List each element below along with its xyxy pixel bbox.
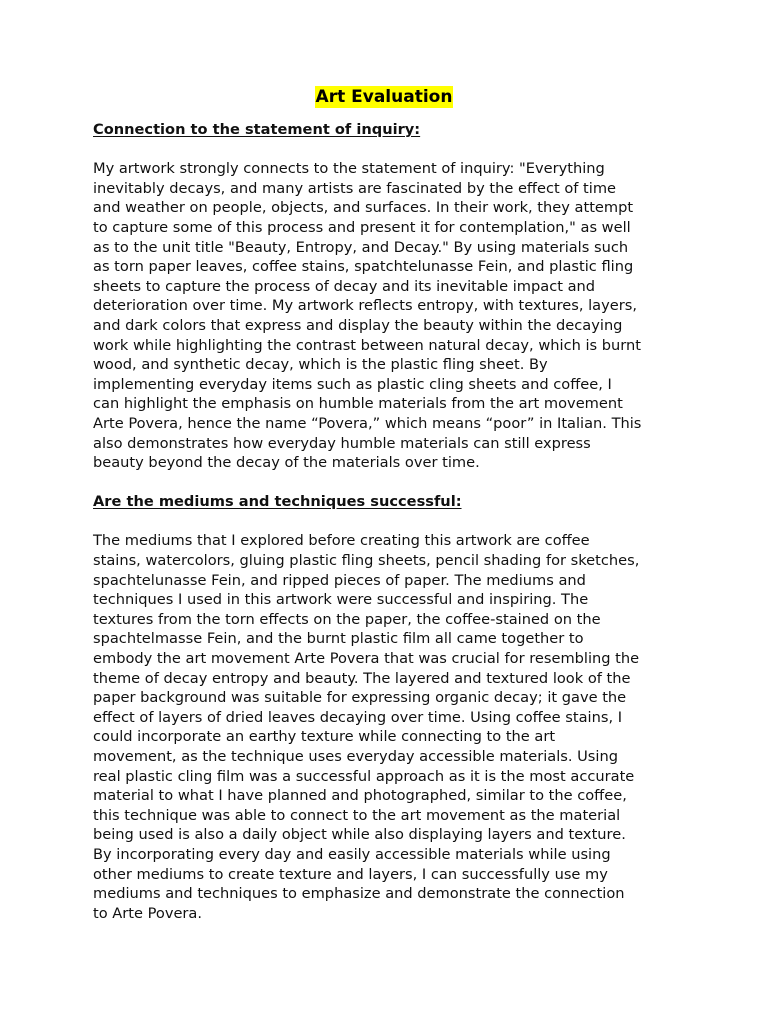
text-line: The mediums that I explored before creating this artwork are coffee — [93, 532, 590, 550]
text-line: movement, as the technique uses everyday accessible materials. Using — [93, 748, 618, 765]
text-line: sheets to capture the process of decay and its inevitable impact and — [93, 277, 596, 295]
text-line: mediums and techniques to emphasize and demonstrate the connection — [93, 885, 625, 903]
text-line: as to the unit title "Beauty, Entropy, and Decay." By using materials such — [93, 238, 629, 256]
text-line: beauty beyond the decay of the materials over time. — [93, 454, 480, 472]
text-line: also demonstrates how everyday humble materials can still express — [93, 434, 591, 452]
text-line: spachtelmasse Fein, and the burnt plastic film all came together to — [93, 630, 584, 648]
document-page — [93, 86, 683, 923]
text-line: spachtelunasse Fein, and ripped pieces of paper. The mediums and — [93, 571, 586, 589]
section-heading: Are the mediums and techniques successful: — [93, 493, 462, 511]
section-mediums — [93, 492, 683, 923]
text-line: effect of layers of dried leaves decaying over time. Using coffee stains, I — [93, 708, 623, 726]
text-line: work while highlighting the contrast between natural decay, which is burnt — [93, 336, 641, 354]
text-line: can highlight the emphasis on humble materials from the art movement — [93, 395, 623, 413]
text-line: Arte Povera, hence the name “Povera,” which means “poor” in Italian. This — [93, 414, 642, 432]
section-paragraph — [93, 531, 683, 923]
text-line: being used is also a daily object while also displaying layers and texture. — [93, 826, 626, 844]
text-line: My artwork strongly connects to the statement of inquiry: "Everything — [93, 160, 605, 178]
text-line: and weather on people, objects, and surfaces. In their work, they attempt — [93, 199, 634, 217]
text-line: this technique was able to connect to the art movement as the material — [93, 806, 621, 824]
document-title: Art Evaluation — [315, 87, 453, 107]
text-line: other mediums to create texture and layers, I can successfully use my — [93, 865, 608, 883]
text-line: real plastic cling film was a successful approach as it is the most accurate — [93, 767, 635, 785]
text-line: could incorporate an earthy texture while connecting to the art — [93, 728, 556, 746]
text-line: inevitably decays, and many artists are fascinated by the effect of time — [93, 179, 617, 197]
section-heading: Connection to the statement of inquiry: — [93, 121, 421, 138]
text-line: techniques I used in this artwork were successful and inspiring. The — [93, 591, 589, 609]
text-line: paper background was suitable for expressing organic decay; it gave the — [93, 689, 627, 707]
spacer — [93, 140, 683, 160]
text-line: material to what I have planned and photographed, similar to the coffee, — [93, 787, 627, 805]
text-line: By incorporating every day and easily accessible materials while using — [93, 845, 611, 863]
text-line: and dark colors that express and display the beauty within the decaying — [93, 316, 623, 334]
text-line: to capture some of this process and present it for contemplation," as well — [93, 218, 631, 236]
text-line: theme of decay entropy and beauty. The layered and textured look of the — [93, 669, 631, 687]
text-line: as torn paper leaves, coffee stains, spatchtelunasse Fein, and plastic fling — [93, 258, 634, 276]
text-line: textures from the torn effects on the paper, the coffee-stained on the — [93, 610, 601, 628]
text-line: implementing everyday items such as plastic cling sheets and coffee, I — [93, 375, 612, 393]
title-container — [93, 86, 675, 110]
text-line: embody the art movement Arte Povera that was crucial for resembling the — [93, 650, 640, 668]
section-paragraph — [93, 159, 683, 473]
text-line: stains, watercolors, gluing plastic fling sheets, pencil shading for sketches, — [93, 552, 640, 570]
text-line: to Arte Povera. — [93, 904, 203, 922]
section-connection — [93, 120, 683, 473]
spacer — [93, 512, 683, 532]
text-line: wood, and synthetic decay, which is the plastic fling sheet. By — [93, 356, 548, 374]
text-line: deterioration over time. My artwork reflects entropy, with textures, layers, — [93, 297, 637, 315]
spacer — [93, 473, 683, 493]
